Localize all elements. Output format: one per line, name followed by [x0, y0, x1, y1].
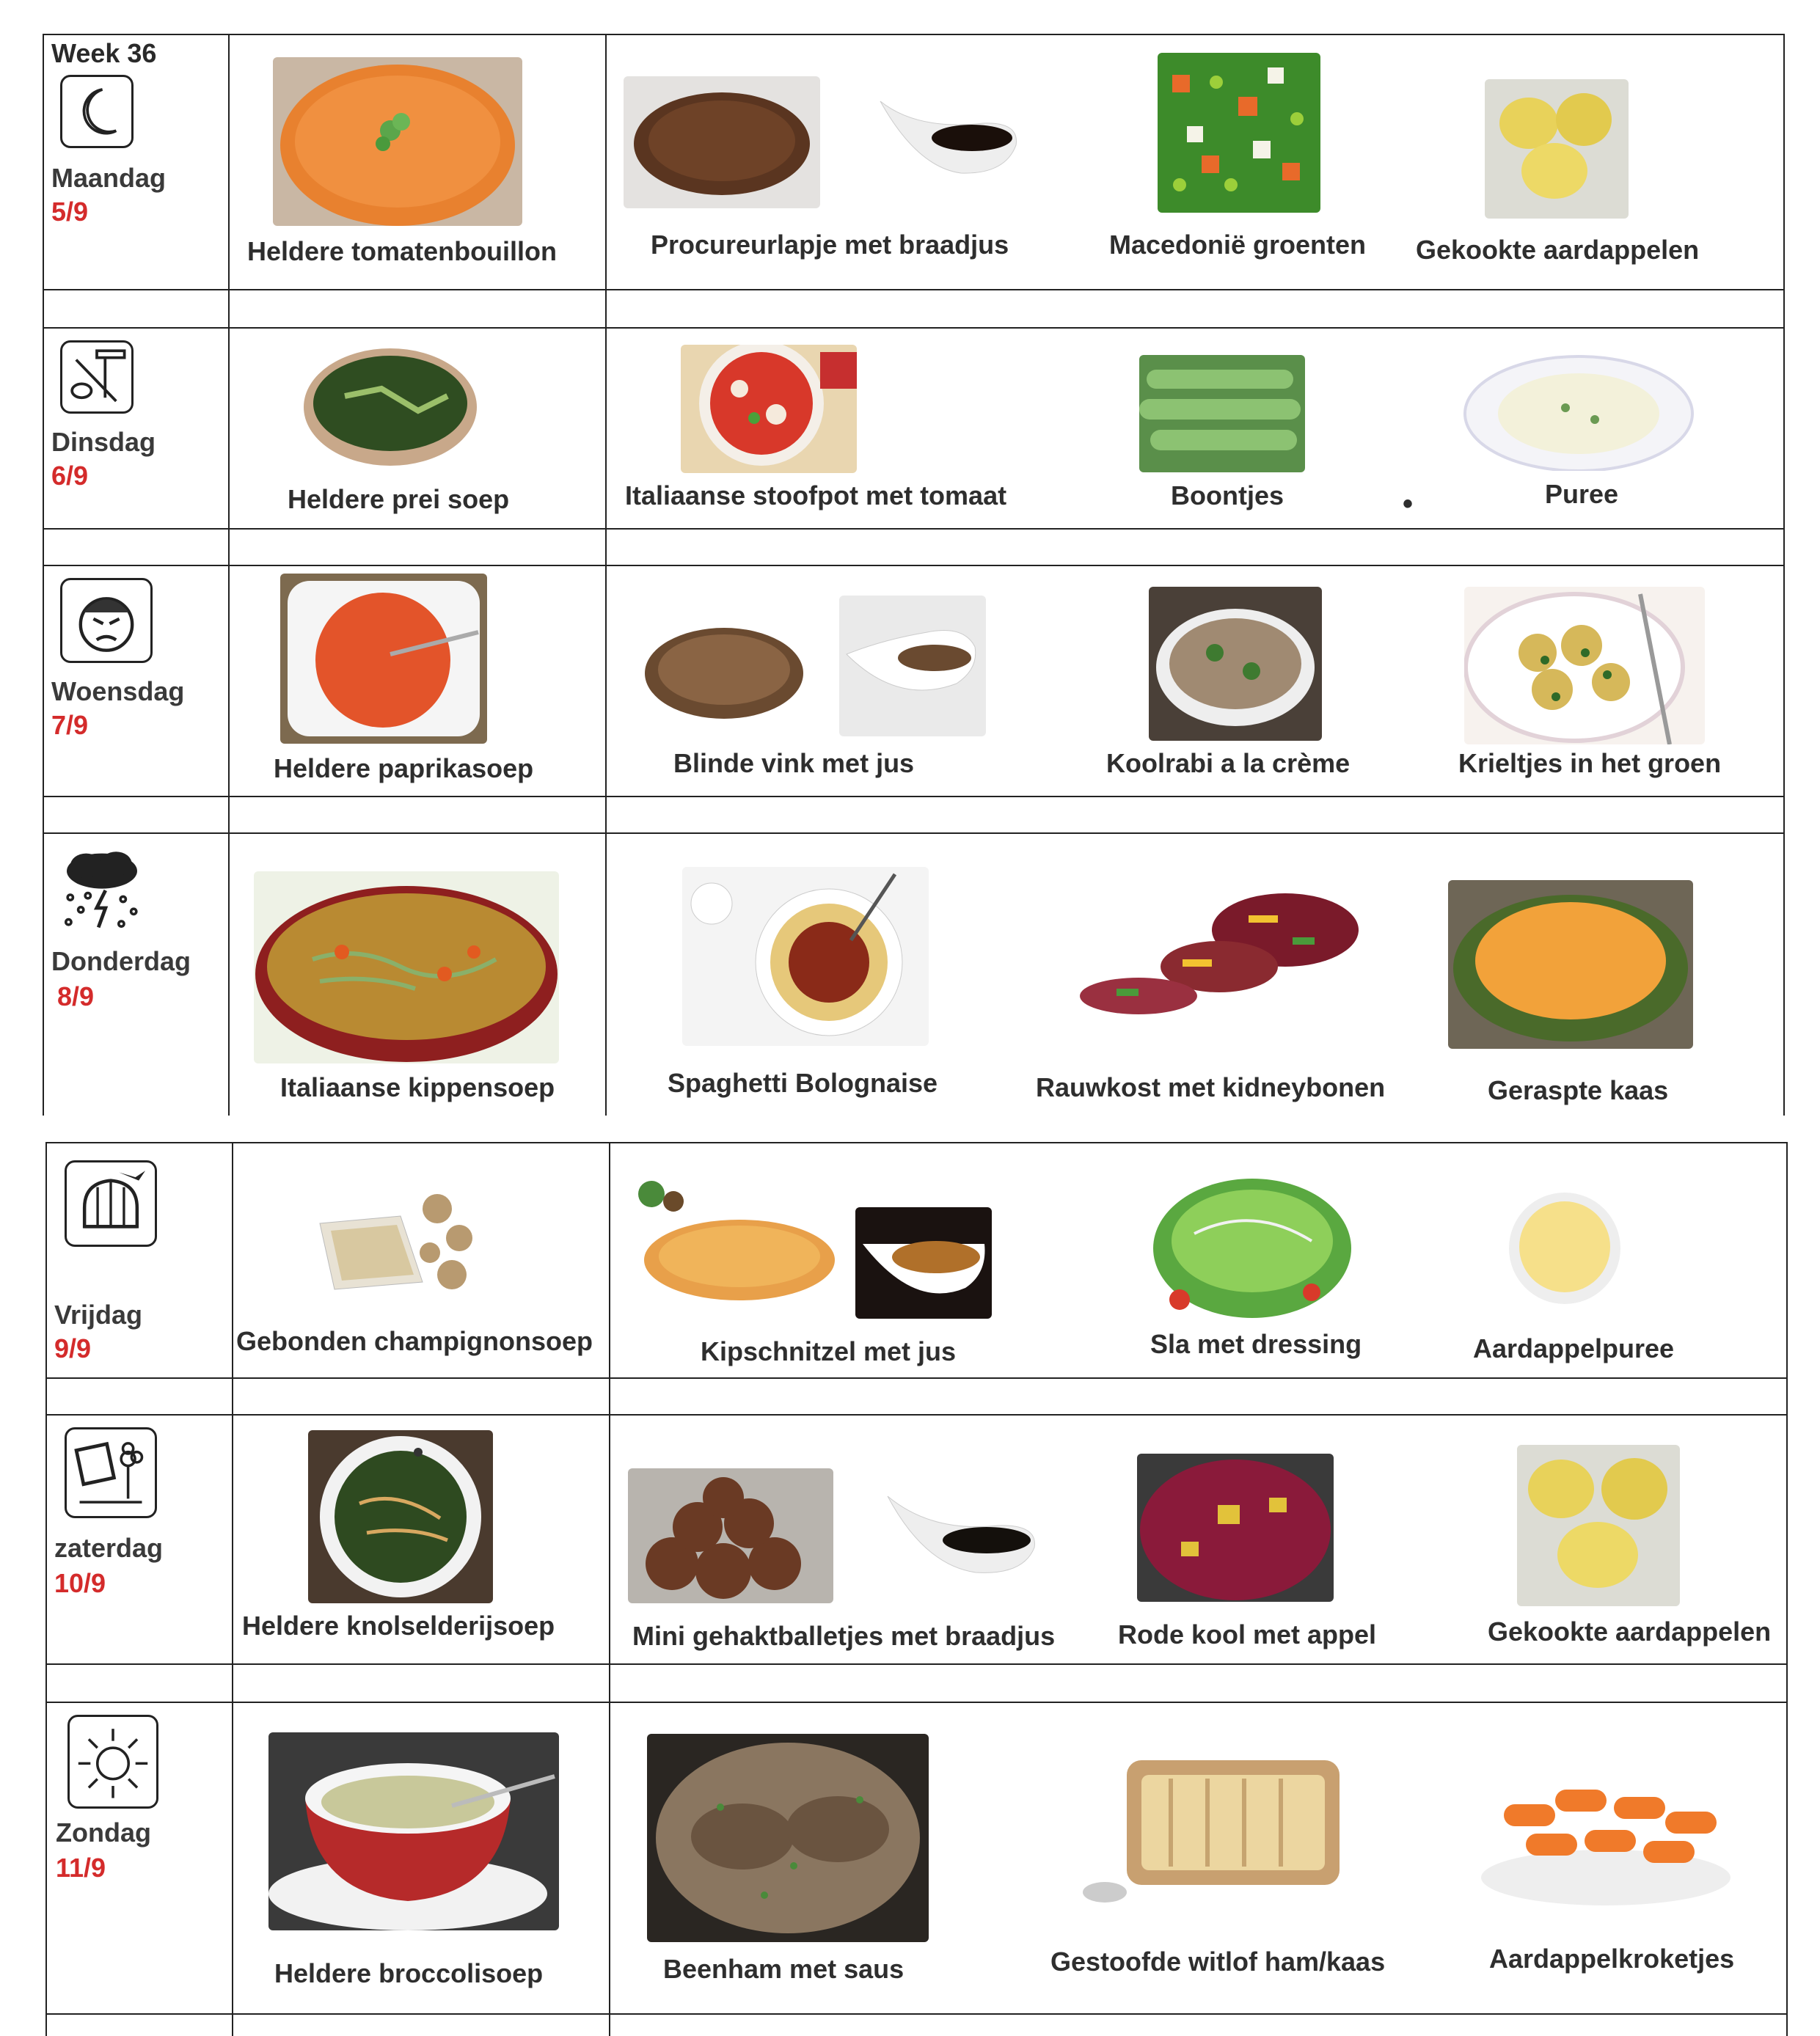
- main-dish-caption: Italiaanse stoofpot met tomaat: [625, 480, 1007, 510]
- broccoli-soup-photo: [268, 1732, 559, 1930]
- main-dish-caption: Beenham met saus: [663, 1954, 904, 1984]
- boiled-potatoes-photo: [1517, 1445, 1680, 1606]
- kidney-bean-salad-photo: [1072, 886, 1364, 1025]
- krieltjes-photo: [1464, 587, 1705, 744]
- vegetable-caption: Sla met dressing: [1150, 1329, 1362, 1359]
- moon-icon: [60, 75, 134, 148]
- day-name: Donderdag: [51, 946, 191, 976]
- witlof-dish-photo: [1061, 1753, 1348, 1922]
- chicken-soup-photo: [254, 871, 559, 1063]
- row-divider: [43, 289, 1785, 290]
- main-dish-caption: Mini gehaktballetjes met braadjus: [632, 1621, 1056, 1651]
- vegetable-caption: Rauwkost met kidneybonen: [1036, 1072, 1386, 1102]
- day-date: 11/9: [56, 1853, 106, 1883]
- green-beans-photo: [1139, 355, 1305, 472]
- spaghetti-photo: [682, 867, 929, 1046]
- day-date: 9/9: [54, 1333, 92, 1363]
- bullet-dot: •: [1403, 488, 1414, 520]
- main-dish-caption: Kipschnitzel met jus: [701, 1336, 957, 1366]
- soup-caption: Heldere knolselderijsoep: [242, 1611, 555, 1641]
- column-divider: [605, 34, 607, 1116]
- day-name: Zondag: [56, 1817, 151, 1848]
- day-name: Woensdag: [51, 676, 185, 706]
- koolrabi-photo: [1149, 587, 1322, 741]
- meat-photo: [624, 76, 820, 208]
- column-divider: [609, 1142, 610, 2036]
- leek-soup-photo: [301, 345, 480, 469]
- side-dish-caption: Aardappelpuree: [1473, 1333, 1675, 1363]
- mushroom-soup-photo: [313, 1179, 481, 1311]
- day-name: Dinsdag: [51, 427, 156, 457]
- soup-caption: Heldere tomatenbouillon: [247, 236, 558, 266]
- row-divider: [43, 327, 1785, 329]
- red-cabbage-photo: [1137, 1454, 1334, 1602]
- side-dish-caption: Puree: [1545, 479, 1619, 509]
- vegetable-caption: Koolrabi a la crème: [1106, 748, 1351, 778]
- seed-packet-flower-icon: [65, 1427, 157, 1518]
- cooking-utensils-icon: [60, 340, 134, 414]
- soup-caption: Heldere prei soep: [288, 484, 510, 514]
- day-name: Vrijdag: [54, 1300, 143, 1330]
- main-dish-caption: Procureurlapje met braadjus: [651, 230, 1009, 260]
- day-date: 6/9: [51, 461, 89, 491]
- main-dish-caption: Blinde vink met jus: [673, 748, 915, 778]
- mashed-potatoes-photo: [1463, 349, 1695, 471]
- birdcage-icon: [65, 1160, 157, 1247]
- row-divider: [45, 2013, 1788, 2015]
- soup-caption: Heldere broccolisoep: [274, 1958, 544, 1988]
- day-name: Maandag: [51, 163, 167, 193]
- row-divider: [45, 1377, 1788, 1379]
- chicken-schnitzel-photo: [629, 1172, 835, 1304]
- vegetable-caption: Rode kool met appel: [1118, 1619, 1377, 1649]
- paprika-soup-photo: [280, 574, 487, 744]
- boiled-potatoes-photo: [1485, 79, 1629, 219]
- side-dish-caption: Krieltjes in het groen: [1458, 748, 1722, 778]
- meatballs-photo: [628, 1468, 833, 1603]
- row-divider: [43, 565, 1785, 566]
- angry-face-icon: [60, 578, 153, 663]
- side-dish-caption: Gekookte aardappelen: [1416, 235, 1700, 265]
- side-dish-caption: Aardappelkroketjes: [1489, 1944, 1735, 1974]
- gravy-boat-photo: [873, 87, 1027, 189]
- grated-cheese-photo: [1448, 880, 1693, 1049]
- week-label: Week 36: [51, 38, 157, 68]
- vegetable-caption: Macedonië groenten: [1109, 230, 1367, 260]
- day-date: 7/9: [51, 710, 89, 740]
- mashed-potato-bowl-photo: [1504, 1190, 1626, 1307]
- row-divider: [43, 832, 1785, 834]
- croquettes-photo: [1474, 1760, 1737, 1907]
- sun-icon: [67, 1715, 158, 1809]
- lettuce-salad-photo: [1150, 1160, 1354, 1322]
- tomato-soup-photo: [273, 57, 522, 226]
- row-divider: [43, 528, 1785, 530]
- soup-caption: Heldere paprikasoep: [274, 753, 534, 783]
- day-date: 10/9: [54, 1568, 106, 1598]
- column-divider: [232, 1142, 233, 2036]
- row-divider: [45, 1702, 1788, 1703]
- soup-caption: Gebonden champignonsoep: [236, 1326, 593, 1356]
- storm-cloud-icon: [56, 846, 148, 934]
- day-date: 5/9: [51, 197, 89, 227]
- day-name: zaterdag: [54, 1533, 164, 1563]
- beenham-photo: [647, 1734, 929, 1942]
- blinde-vink-photo: [641, 615, 807, 732]
- vegetable-caption: Boontjes: [1171, 480, 1284, 510]
- celeriac-soup-photo: [308, 1430, 493, 1603]
- side-dish-caption: Geraspte kaas: [1488, 1075, 1669, 1105]
- stew-photo: [681, 345, 857, 473]
- mixed-vegetables-photo: [1158, 53, 1320, 213]
- column-divider: [228, 34, 230, 1116]
- gravy-boat-photo: [880, 1489, 1045, 1577]
- gravy-boat-photo: [839, 596, 986, 736]
- row-divider: [45, 1663, 1788, 1665]
- row-divider: [45, 1414, 1788, 1416]
- main-dish-caption: Spaghetti Bolognaise: [668, 1068, 938, 1098]
- gravy-boat-photo: [855, 1207, 992, 1319]
- row-divider: [43, 796, 1785, 797]
- day-date: 8/9: [57, 981, 95, 1011]
- soup-caption: Italiaanse kippensoep: [280, 1072, 555, 1102]
- vegetable-caption: Gestoofde witlof ham/kaas: [1050, 1947, 1386, 1977]
- side-dish-caption: Gekookte aardappelen: [1488, 1616, 1772, 1647]
